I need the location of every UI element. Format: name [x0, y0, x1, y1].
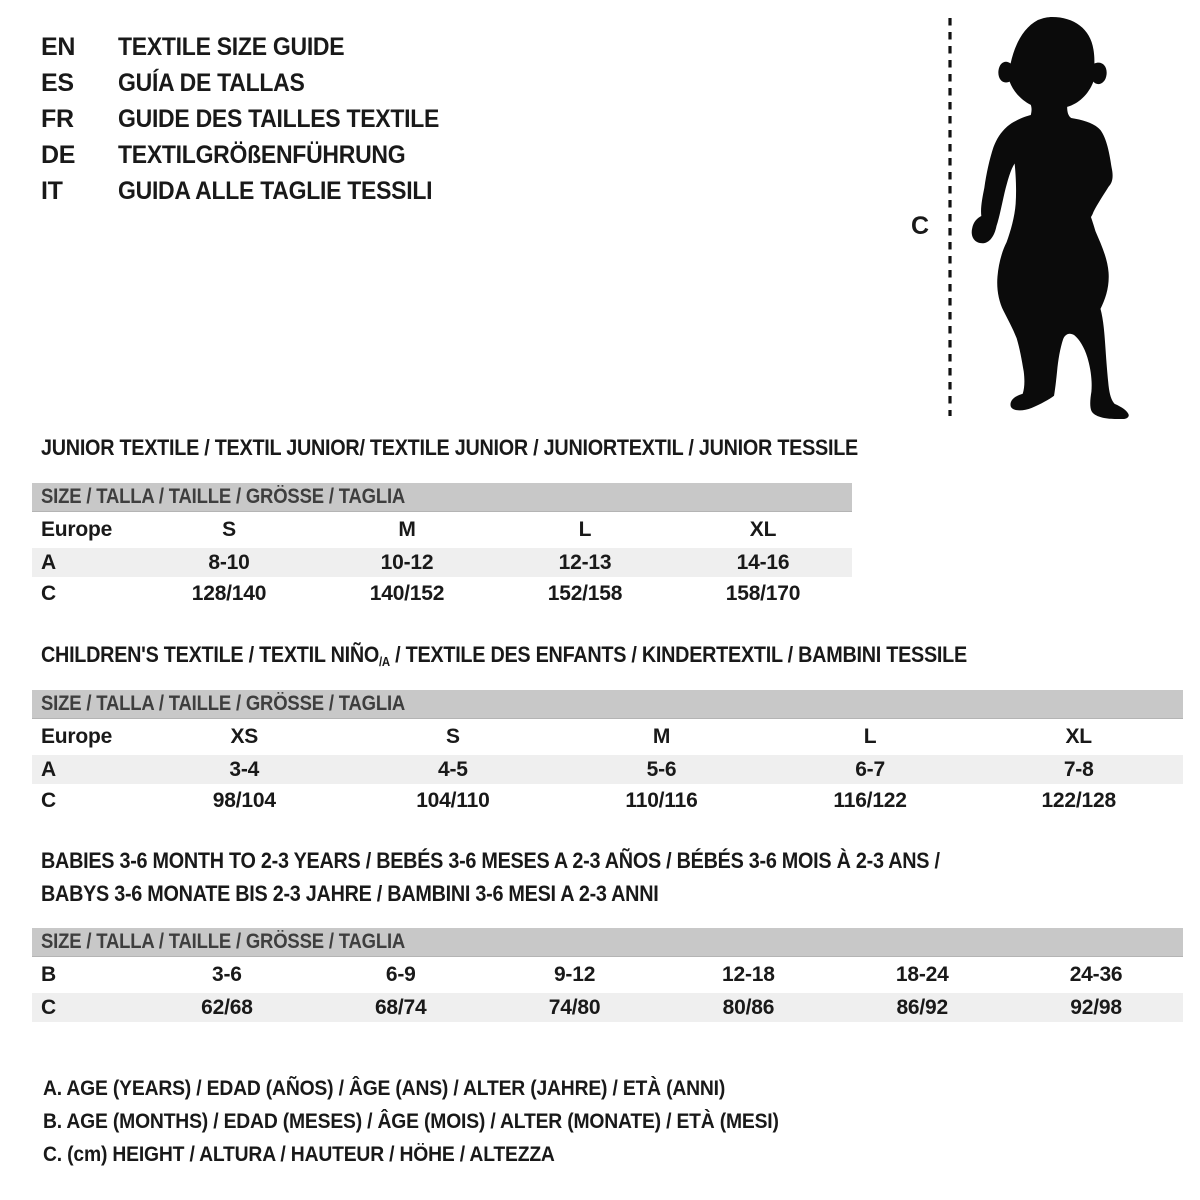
row-label: B — [41, 963, 56, 986]
size-header-bar: SIZE / TALLA / TAILLE / GRÖSSE / TAGLIA — [32, 690, 1183, 719]
table-row-height — [32, 577, 852, 611]
row-label: A — [41, 550, 56, 574]
table-cell: 3-4 — [229, 757, 260, 781]
height-measure-dashed-line — [946, 16, 954, 418]
table-cell: 3-6 — [212, 963, 242, 986]
language-row-de — [41, 137, 467, 173]
table-cell: 24-36 — [1069, 963, 1123, 986]
table-cell: L — [578, 518, 592, 541]
guide-title-de: TEXTILGRÖßENFÜHRUNG — [118, 140, 406, 169]
babies-section-title: BABIES 3-6 MONTH TO 2-3 YEARS / BEBÉS 3-6 MESES A 2-3 AÑOS / BÉBÉS 3-6 MOIS À 2-3 ANS / BABYS 3-6 MONATE BIS 2-3 JAHRE / BAMBINI 3-6 MESI A 2-3 ANNI — [41, 848, 940, 906]
measure-legend — [43, 1072, 843, 1171]
table-row-age-months — [32, 957, 1183, 993]
table-cell: 92/98 — [1070, 995, 1122, 1019]
table-cell: M — [652, 725, 671, 748]
size-header-bar: SIZE / TALLA / TAILLE / GRÖSSE / TAGLIA — [32, 483, 852, 512]
table-cell: 4-5 — [438, 757, 468, 781]
guide-title-fr: GUIDE DES TAILLES TEXTILE — [118, 104, 440, 133]
height-measure-label: C — [911, 212, 930, 240]
language-title-list — [41, 29, 467, 209]
table-cell: 12-18 — [722, 963, 775, 986]
guide-title-en: TEXTILE SIZE GUIDE — [118, 32, 345, 61]
children-section-title: CHILDREN'S TEXTILE / TEXTIL $NIÑO_{/A}$ / TEXTILE DES ENFANTS / KINDERTEXTIL / BAMBINI TESSILE — [41, 642, 967, 669]
language-code: ES — [41, 68, 74, 97]
table-cell: 10-12 — [380, 550, 434, 574]
language-row-es — [41, 65, 467, 101]
table-cell: 7-8 — [1063, 757, 1094, 781]
row-label: C — [41, 789, 56, 812]
table-row-age — [32, 548, 852, 577]
table-cell: 128/140 — [191, 582, 267, 605]
table-cell: 152/158 — [547, 582, 623, 605]
language-code: IT — [41, 176, 63, 205]
table-cell: 110/116 — [625, 789, 698, 812]
table-cell: 86/92 — [896, 995, 949, 1019]
table-cell: 104/110 — [416, 789, 490, 812]
language-code: FR — [41, 104, 74, 133]
table-cell: 6-7 — [855, 757, 885, 781]
language-row-fr — [41, 101, 467, 137]
language-code: EN — [41, 32, 76, 61]
table-cell: 62/68 — [201, 995, 253, 1019]
children-size-table — [32, 690, 1183, 818]
table-cell: 8-10 — [208, 550, 250, 574]
guide-title-es: GUÍA DE TALLAS — [118, 68, 305, 97]
row-label: A — [41, 757, 56, 781]
table-cell: 6-9 — [385, 963, 416, 986]
table-cell: 116/122 — [833, 789, 907, 812]
table-cell: 80/86 — [722, 995, 775, 1019]
legend-line-c: C. (cm) HEIGHT / ALTURA / HAUTEUR / HÖHE / ALTEZZA — [43, 1142, 555, 1166]
table-cell: 122/128 — [1041, 789, 1116, 812]
table-cell: 98/104 — [212, 789, 276, 812]
row-label: C — [41, 582, 56, 605]
table-row-age — [32, 755, 1183, 784]
table-cell: XL — [1065, 725, 1092, 748]
babies-size-table — [32, 928, 1183, 1022]
table-cell: L — [863, 725, 877, 748]
table-cell: 140/152 — [369, 582, 445, 605]
table-cell: M — [398, 518, 416, 541]
table-cell: 12-13 — [558, 550, 612, 574]
table-cell: 158/170 — [725, 582, 801, 605]
table-row-height — [32, 993, 1183, 1022]
row-label: C — [41, 995, 56, 1019]
toddler-silhouette-icon — [964, 15, 1138, 419]
size-header-bar: SIZE / TALLA / TAILLE / GRÖSSE / TAGLIA — [32, 928, 1183, 957]
junior-size-table — [32, 483, 852, 611]
language-row-it — [41, 173, 467, 209]
table-cell: 5-6 — [646, 757, 677, 781]
table-cell: 68/74 — [374, 995, 427, 1019]
nino-a-subscript: /A — [379, 654, 390, 669]
table-row-europe — [32, 512, 852, 548]
table-cell: 18-24 — [895, 963, 949, 986]
junior-section-title: JUNIOR TEXTILE / TEXTIL JUNIOR/ TEXTILE JUNIOR / JUNIORTEXTIL / JUNIOR TESSILE — [41, 435, 858, 460]
table-cell: S — [445, 725, 460, 748]
language-code: DE — [41, 140, 76, 169]
table-row-height — [32, 784, 1183, 818]
table-row-europe — [32, 719, 1183, 755]
row-label: Europe — [41, 725, 113, 748]
table-cell: XS — [230, 725, 259, 748]
table-cell: 9-12 — [553, 963, 596, 986]
guide-title-it: GUIDA ALLE TAGLIE TESSILI — [118, 176, 433, 205]
table-cell: 74/80 — [548, 995, 601, 1019]
table-cell: S — [222, 518, 236, 541]
table-cell: XL — [749, 518, 777, 541]
language-row-en — [41, 29, 467, 65]
row-label: Europe — [41, 518, 113, 541]
legend-line-b: B. AGE (MONTHS) / EDAD (MESES) / ÂGE (MOIS) / ALTER (MONATE) / ETÀ (MESI) — [43, 1109, 779, 1133]
legend-line-a: A. AGE (YEARS) / EDAD (AÑOS) / ÂGE (ANS) / ALTER (JAHRE) / ETÀ (ANNI) — [43, 1076, 726, 1100]
table-cell: 14-16 — [736, 550, 790, 574]
